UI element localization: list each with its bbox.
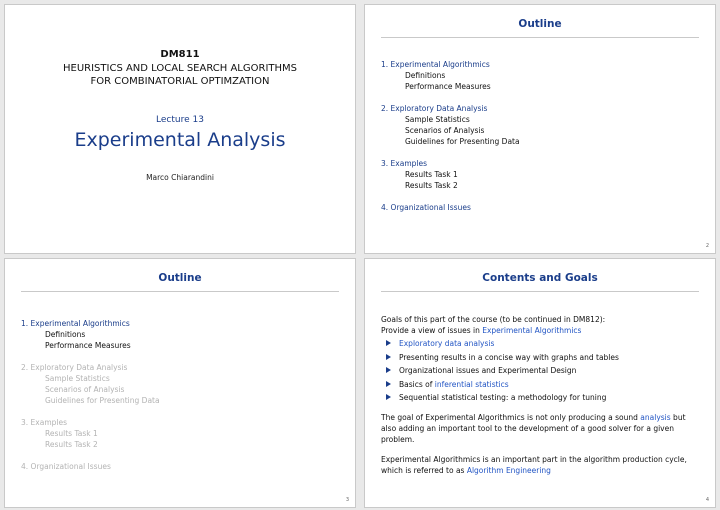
intro-line-1: Goals of this part of the course (to be continued in DM812): (381, 315, 606, 324)
page-number: 4 (705, 497, 709, 503)
outline-subsection[interactable]: Performance Measures (405, 82, 491, 91)
bullet-triangle-icon (386, 340, 391, 346)
engineering-paragraph: Experimental Algorithmics is an important part in the algorithm production cycle, which is referred to as Algorithm Engineering (381, 455, 687, 475)
course-code: DM811 (160, 49, 200, 60)
outline-section-3[interactable]: 3. Examples (381, 159, 427, 168)
outline-section-4[interactable]: 4. Organizational Issues (381, 203, 471, 212)
course-title-line2: FOR COMBINATORIAL OPTIMZATION (90, 76, 270, 87)
list-item: Basics of inferential statistics (381, 379, 693, 390)
slide-title: Outline (518, 18, 562, 30)
goal-paragraph: The goal of Experimental Algorithmics is not only producing a sound analysis but also adding an important tool to the development of a good solver for a given problem. (381, 413, 686, 444)
bullet-triangle-icon (386, 367, 391, 373)
experimental-algorithmics-link[interactable]: Experimental Algorithmics (482, 326, 582, 335)
outline-section-1[interactable]: 1. Experimental Algorithmics (21, 319, 130, 328)
outline-subsection[interactable]: Sample Statistics (45, 374, 110, 383)
intro-line-2: Provide a view of issues in Experimental Algorithmics (381, 326, 582, 335)
course-title-line1: HEURISTICS AND LOCAL SEARCH ALGORITHMS (63, 63, 297, 74)
bullet-triangle-icon (386, 394, 391, 400)
outline-subsection[interactable]: Scenarios of Analysis (405, 126, 485, 135)
slide-title: Contents and Goals (482, 272, 598, 284)
outline-list (381, 59, 520, 213)
slide-body (381, 314, 693, 476)
outline-list (21, 318, 160, 472)
outline-subsection[interactable]: Results Task 1 (405, 170, 458, 179)
contents-goals-slide (364, 258, 716, 508)
outline-section-3[interactable]: 3. Examples (21, 418, 67, 427)
page-number: 3 (345, 497, 349, 503)
title-slide (4, 4, 356, 254)
title-divider (21, 291, 339, 292)
analysis-link[interactable]: analysis (640, 413, 671, 422)
outline-subsection[interactable]: Results Task 2 (405, 181, 458, 190)
outline-subsection[interactable]: Guidelines for Presenting Data (405, 137, 520, 146)
algorithm-engineering-link[interactable]: Algorithm Engineering (466, 466, 551, 475)
outline-slide-section-1 (4, 258, 356, 508)
presentation-title: Experimental Analysis (74, 129, 286, 151)
title-divider (381, 291, 699, 292)
outline-section-2[interactable]: 2. Exploratory Data Analysis (21, 363, 128, 372)
goals-list (381, 338, 693, 403)
list-item (381, 338, 693, 349)
outline-subsection[interactable]: Guidelines for Presenting Data (45, 396, 160, 405)
outline-subsection[interactable]: Results Task 1 (45, 429, 98, 438)
outline-section-2[interactable]: 2. Exploratory Data Analysis (381, 104, 488, 113)
slide-title: Outline (158, 272, 202, 284)
outline-slide (364, 4, 716, 254)
outline-subsection[interactable]: Sample Statistics (405, 115, 470, 124)
outline-section-1[interactable]: 1. Experimental Algorithmics (381, 60, 490, 69)
exploratory-data-analysis-link[interactable]: Exploratory data analysis (399, 339, 495, 348)
bullet-triangle-icon (386, 354, 391, 360)
title-divider (381, 37, 699, 38)
outline-subsection[interactable]: Scenarios of Analysis (45, 385, 125, 394)
inferential-statistics-link[interactable]: inferential statistics (434, 379, 509, 389)
bullet-triangle-icon (386, 381, 391, 387)
lecture-number: Lecture 13 (156, 115, 204, 125)
outline-subsection[interactable]: Performance Measures (45, 341, 131, 350)
author-name: Marco Chiarandini (146, 173, 214, 182)
list-item: Organizational issues and Experimental Design (381, 365, 693, 376)
outline-subsection[interactable]: Definitions (45, 330, 86, 339)
outline-subsection[interactable]: Results Task 2 (45, 440, 98, 449)
outline-subsection[interactable]: Definitions (405, 71, 446, 80)
page-number: 2 (705, 243, 709, 249)
list-item: Sequential statistical testing: a methodology for tuning (381, 392, 693, 403)
outline-section-4[interactable]: 4. Organizational Issues (21, 462, 111, 471)
list-item: Presenting results in a concise way with graphs and tables (381, 352, 693, 363)
